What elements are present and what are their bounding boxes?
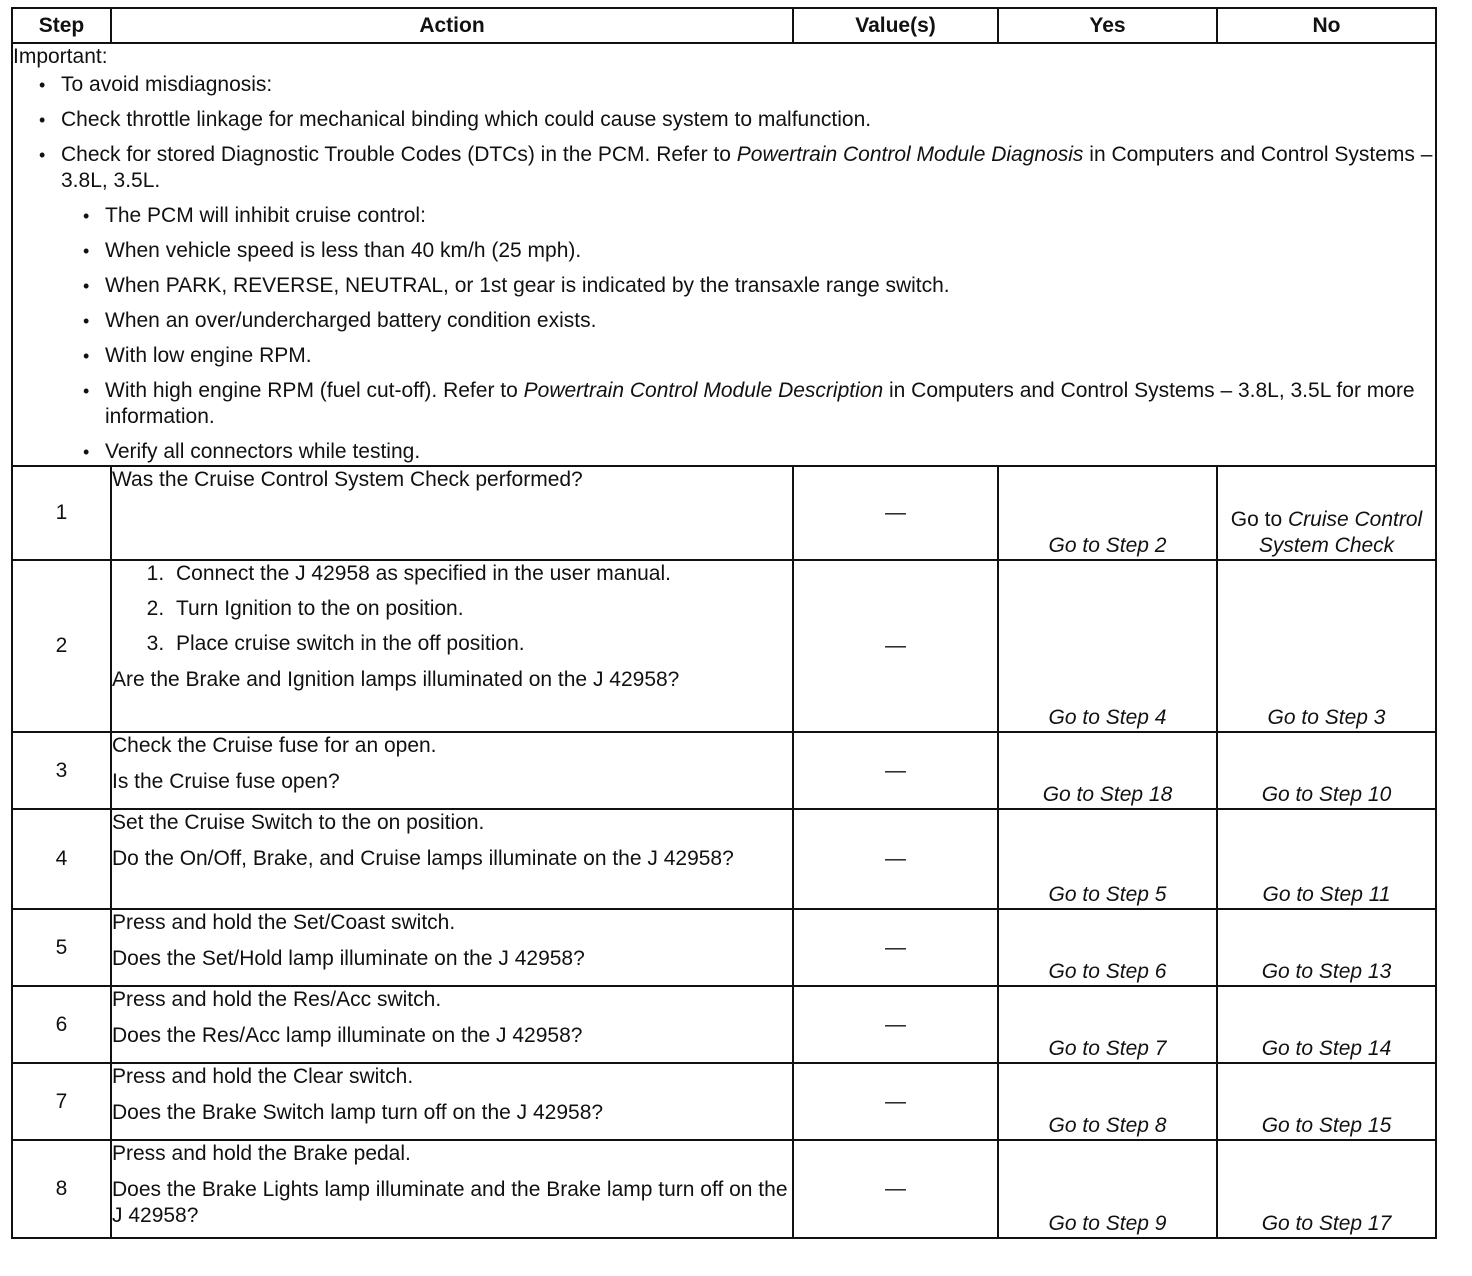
rpm-text-pre: With high engine RPM (fuel cut-off). Refer to (105, 379, 524, 402)
sub-bullet-item: • When vehicle speed is less than 40 km/h (25 mph). (13, 238, 1435, 264)
diagnostic-table (11, 7, 1437, 1239)
step-no (1217, 466, 1436, 560)
action-line: Does the Brake Switch lamp turn off on the J 42958? (112, 1101, 604, 1124)
action-line: Is the Cruise fuse open? (112, 770, 340, 793)
step-action (111, 1140, 793, 1238)
header-step: Step (12, 8, 111, 43)
bullet-item-dtc (13, 142, 1435, 194)
sub-bullet-item-rpm (13, 378, 1435, 430)
sub-bullet-item: • With low engine RPM. (13, 343, 1435, 369)
step-row-8 (12, 1140, 1436, 1238)
step-no: Go to Step 13 (1217, 909, 1436, 986)
step-row-3 (12, 732, 1436, 809)
header-yes: Yes (998, 8, 1217, 43)
action-line: Press and hold the Brake pedal. (112, 1142, 411, 1165)
important-sub-bullets (13, 203, 1435, 465)
step-no: Go to Step 10 (1217, 732, 1436, 809)
important-notes (12, 43, 1436, 466)
step-number: 1 (12, 466, 111, 560)
action-list-item: 3. Place cruise switch in the off position. (170, 631, 792, 657)
action-list-item: 2. Turn Ignition to the on position. (170, 596, 792, 622)
step-action (111, 732, 793, 809)
step-row-6 (12, 986, 1436, 1063)
dtc-reference: Powertrain Control Module Diagnosis (736, 143, 1084, 166)
step-action (111, 1063, 793, 1140)
action-line: Does the Set/Hold lamp illuminate on the J 42958? (112, 947, 585, 970)
step-number: 7 (12, 1063, 111, 1140)
step-value: — (793, 909, 998, 986)
step-yes: Go to Step 6 (998, 909, 1217, 986)
step-row-2 (12, 560, 1436, 732)
step-number: 2 (12, 560, 111, 732)
important-bullets (13, 72, 1435, 194)
action-line: Set the Cruise Switch to the on position. (112, 811, 485, 834)
step-number: 5 (12, 909, 111, 986)
step-number: 8 (12, 1140, 111, 1238)
bullet-item: • Check throttle linkage for mechanical binding which could cause system to malfunction. (13, 107, 1435, 133)
step-yes: Go to Step 9 (998, 1140, 1217, 1238)
action-list (112, 561, 792, 657)
dtc-text-post: in Computers and Control Systems – 3.8L, 3.5L. (61, 143, 1433, 192)
step-no: Go to Step 15 (1217, 1063, 1436, 1140)
step-value: — (793, 732, 998, 809)
step-row-1 (12, 466, 1436, 560)
action-line: Does the Res/Acc lamp illuminate on the J 42958? (112, 1024, 583, 1047)
step-action (111, 466, 793, 560)
rpm-reference: Powertrain Control Module Description (523, 379, 884, 402)
step-yes: Go to Step 5 (998, 809, 1217, 909)
header-no: No (1217, 8, 1436, 43)
step-action (111, 809, 793, 909)
sub-bullet-item: • The PCM will inhibit cruise control: (13, 203, 1435, 229)
action-line: Check the Cruise fuse for an open. (112, 734, 437, 757)
action-question: Are the Brake and Ignition lamps illuminated on the J 42958? (112, 668, 680, 691)
sub-bullet-item: • When an over/undercharged battery condition exists. (13, 308, 1435, 334)
step-row-7 (12, 1063, 1436, 1140)
step-row-4 (12, 809, 1436, 909)
action-line: Press and hold the Res/Acc switch. (112, 988, 442, 1011)
header-values: Value(s) (793, 8, 998, 43)
step-row-5 (12, 909, 1436, 986)
step-no: Go to Step 17 (1217, 1140, 1436, 1238)
bullet-item: • To avoid misdiagnosis: (13, 72, 1435, 98)
action-line: Do the On/Off, Brake, and Cruise lamps illuminate on the J 42958? (112, 847, 734, 870)
step-yes: Go to Step 8 (998, 1063, 1217, 1140)
step-value: — (793, 1063, 998, 1140)
step-value: — (793, 986, 998, 1063)
dtc-text-pre: Check for stored Diagnostic Trouble Codes (DTCs) in the PCM. Refer to (61, 143, 737, 166)
step-yes: Go to Step 4 (998, 560, 1217, 732)
sub-bullet-item: • Verify all connectors while testing. (13, 439, 1435, 465)
step-number: 4 (12, 809, 111, 909)
step-value: — (793, 560, 998, 732)
step-value: — (793, 1140, 998, 1238)
action-line: Press and hold the Clear switch. (112, 1065, 414, 1088)
step-action (111, 909, 793, 986)
step-yes: Go to Step 7 (998, 986, 1217, 1063)
no-reference: Cruise Control System Check (1258, 508, 1423, 557)
important-title: Important: (13, 45, 108, 68)
step-value: — (793, 809, 998, 909)
action-line: Was the Cruise Control System Check performed? (112, 468, 583, 491)
rpm-text-post: in Computers and Control Systems – 3.8L, 3.5L for more information. (105, 379, 1415, 428)
step-action (111, 986, 793, 1063)
step-value: — (793, 466, 998, 560)
step-no: Go to Step 3 (1217, 560, 1436, 732)
action-line: Press and hold the Set/Coast switch. (112, 911, 456, 934)
action-list-item: 1. Connect the J 42958 as specified in the user manual. (170, 561, 792, 587)
step-yes: Go to Step 18 (998, 732, 1217, 809)
step-no: Go to Step 14 (1217, 986, 1436, 1063)
sub-bullet-item: • When PARK, REVERSE, NEUTRAL, or 1st gear is indicated by the transaxle range switch. (13, 273, 1435, 299)
important-row (12, 43, 1436, 466)
header-action: Action (111, 8, 793, 43)
step-no: Go to Step 11 (1217, 809, 1436, 909)
step-action (111, 560, 793, 732)
step-number: 3 (12, 732, 111, 809)
no-pre: Go to (1230, 508, 1288, 531)
action-line: Does the Brake Lights lamp illuminate and the Brake lamp turn off on the J 42958? (112, 1178, 788, 1227)
step-number: 6 (12, 986, 111, 1063)
header-row (12, 8, 1436, 43)
step-yes: Go to Step 2 (998, 466, 1217, 560)
